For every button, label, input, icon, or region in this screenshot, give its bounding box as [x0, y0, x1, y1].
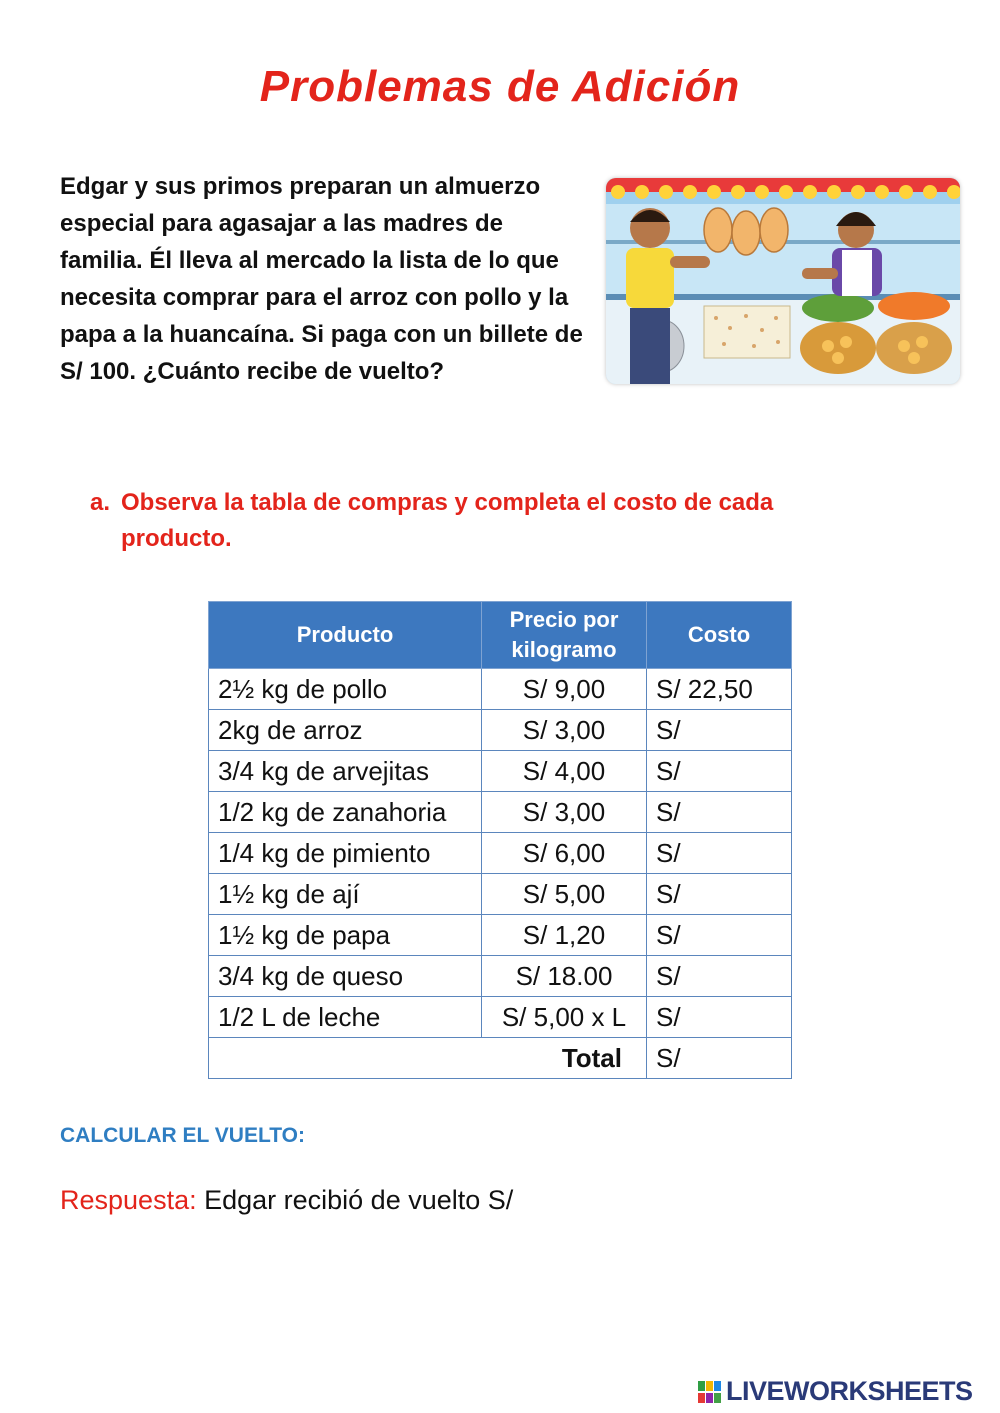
- liveworksheets-watermark: LIVEWORKSHEETS: [726, 1376, 973, 1406]
- cost-input-cell[interactable]: S/: [647, 833, 792, 874]
- answer-line: [60, 1185, 513, 1216]
- price-cell: S/ 4,00: [482, 751, 647, 792]
- cost-input-cell[interactable]: S/: [647, 997, 792, 1038]
- table-header-row: [209, 602, 792, 669]
- cost-input-cell[interactable]: S/: [647, 751, 792, 792]
- problem-statement: Edgar y sus primos preparan un almuerzo especial para agasajar a las madres de familia. Él lleva al mercado la lista de lo que necesita comprar para el arroz con pollo y la papa a la huancaína. Si paga con un billete de S/ 100. ¿Cuánto recibe de vuelto?: [60, 173, 583, 385]
- cost-input-cell[interactable]: S/: [647, 792, 792, 833]
- product-cell: 1/4 kg de pimiento: [209, 833, 482, 874]
- table-row: [209, 669, 792, 710]
- instruction-a: [90, 485, 870, 557]
- cost-cell: S/ 22,50: [647, 669, 792, 710]
- page-title: Problemas de Adición: [259, 62, 741, 111]
- product-cell: 1/2 kg de zanahoria: [209, 792, 482, 833]
- price-cell: S/ 3,00: [482, 792, 647, 833]
- total-input-cell[interactable]: S/: [647, 1038, 792, 1079]
- price-cell: S/ 18.00: [482, 956, 647, 997]
- calculate-change-heading: CALCULAR EL VUELTO:: [60, 1124, 305, 1147]
- market-illustration: [606, 178, 960, 384]
- price-cell: S/ 3,00: [482, 710, 647, 751]
- total-row: [209, 1038, 792, 1079]
- cost-input-cell[interactable]: S/: [647, 956, 792, 997]
- liveworksheets-logo: [698, 1376, 973, 1407]
- table-row: [209, 874, 792, 915]
- answer-text[interactable]: Edgar recibió de vuelto S/: [196, 1185, 514, 1215]
- price-cell: S/ 6,00: [482, 833, 647, 874]
- product-cell: 2½ kg de pollo: [209, 669, 482, 710]
- answer-label: Respuesta:: [60, 1185, 197, 1215]
- product-cell: 3/4 kg de queso: [209, 956, 482, 997]
- price-cell: S/ 5,00: [482, 874, 647, 915]
- product-cell: 2kg de arroz: [209, 710, 482, 751]
- instruction-marker: a.: [90, 489, 111, 516]
- instruction-text: Observa la tabla de compras y completa el costo de cada producto.: [121, 489, 774, 552]
- price-cell: S/ 9,00: [482, 669, 647, 710]
- table-row: [209, 710, 792, 751]
- table-row: [209, 956, 792, 997]
- header-price: Precio por kilogramo: [482, 602, 647, 669]
- table-row: [209, 997, 792, 1038]
- product-cell: 1½ kg de ají: [209, 874, 482, 915]
- product-cell: 1½ kg de papa: [209, 915, 482, 956]
- price-cell: S/ 1,20: [482, 915, 647, 956]
- cost-input-cell[interactable]: S/: [647, 874, 792, 915]
- header-cost: Costo: [647, 602, 792, 669]
- shopping-table: [208, 601, 792, 1079]
- product-cell: 3/4 kg de arvejitas: [209, 751, 482, 792]
- product-cell: 1/2 L de leche: [209, 997, 482, 1038]
- table-row: [209, 915, 792, 956]
- total-label: Total: [209, 1038, 647, 1079]
- header-product: Producto: [209, 602, 482, 669]
- table-row: [209, 792, 792, 833]
- liveworksheets-logo-icon: [698, 1381, 722, 1403]
- cost-input-cell[interactable]: S/: [647, 915, 792, 956]
- cost-input-cell[interactable]: S/: [647, 710, 792, 751]
- price-cell: S/ 5,00 x L: [482, 997, 647, 1038]
- table-row: [209, 833, 792, 874]
- table-row: [209, 751, 792, 792]
